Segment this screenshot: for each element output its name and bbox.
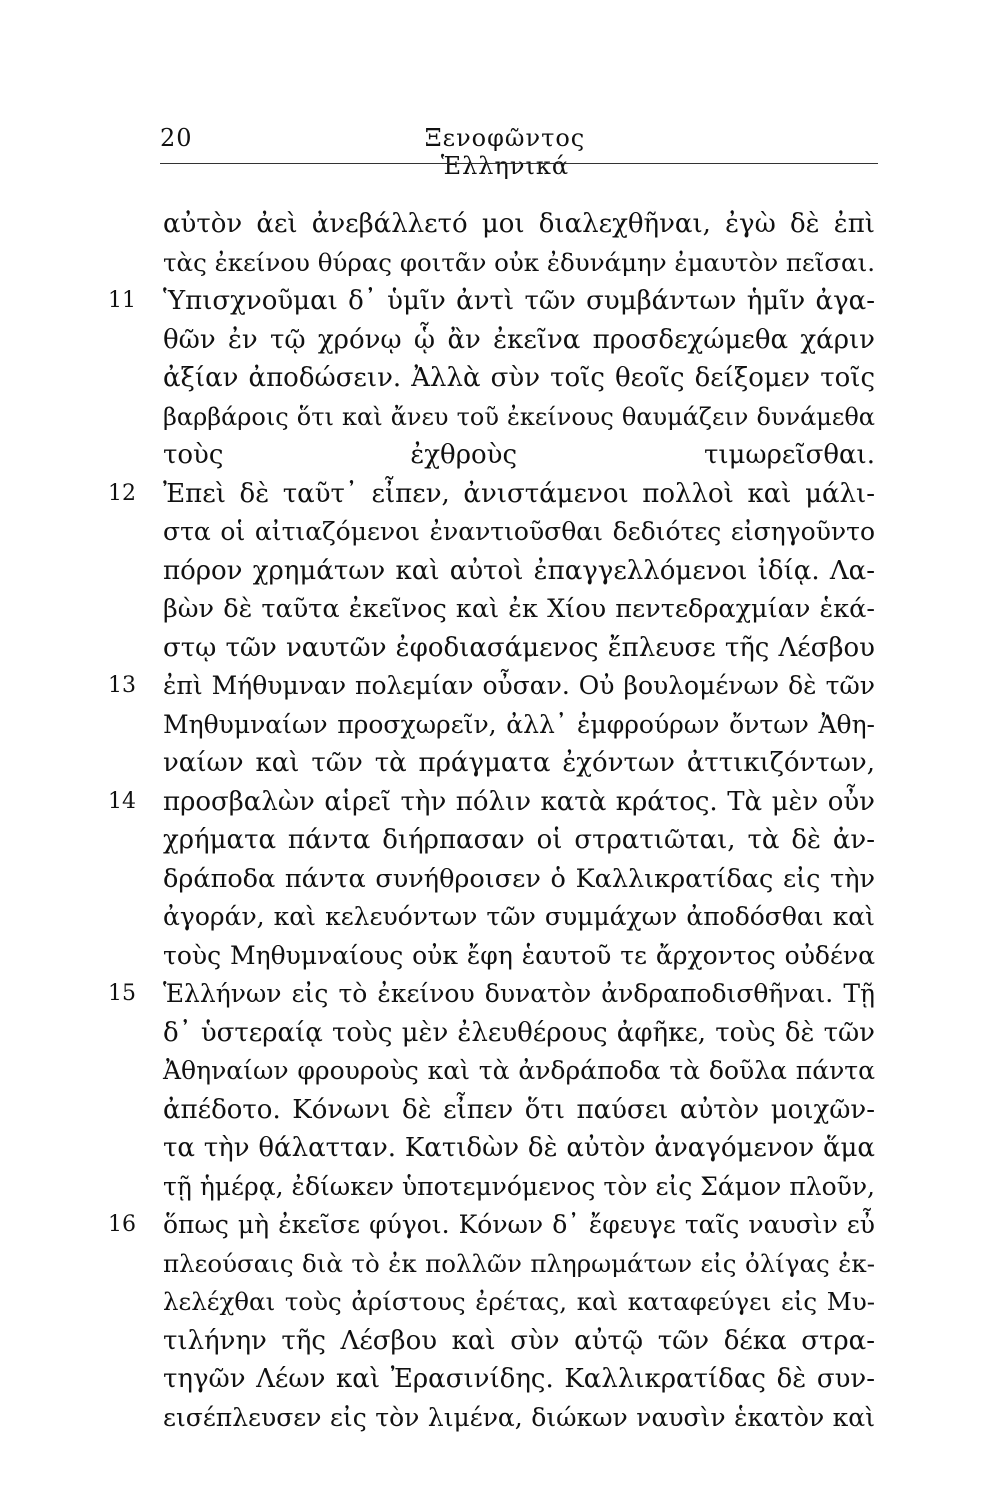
line-text: τηγῶν Λέων καὶ Ἐρασινίδης. Καλλικρατίδας δὲ συν- [163, 1364, 875, 1394]
line-text: Ἑλλήνων εἰς τὸ ἐκείνου δυνατὸν ἀνδραποδισθῆναι. Τῇ [163, 979, 875, 1008]
text-line [163, 1399, 875, 1438]
section-number: 14 [108, 788, 136, 814]
line-text: λελέχθαι τοὺς ἀρίστους ἐρέτας, καὶ καταφεύγει εἰς Μυ- [163, 1287, 875, 1316]
section-number: 13 [108, 673, 136, 698]
line-text: τα τὴν θάλατταν. Κατιδὼν δὲ αὐτὸν ἀναγόμενον ἅμα [163, 1133, 875, 1163]
line-text: αὐτὸν ἀεὶ ἀνεβάλλετό μοι διαλεχθῆναι, ἐγὼ δὲ ἐπὶ [163, 209, 875, 239]
text-line [163, 860, 875, 899]
line-text: τοὺς ἐχθροὺς τιμωρεῖσθαι. [163, 440, 875, 470]
line-text: εισέπλευσεν εἰς τὸν λιμένα, διώκων ναυσὶν ἑκατὸν καὶ [163, 1402, 875, 1432]
line-text: στῳ τῶν ναυτῶν ἐφοδιασάμενος ἔπλευσε τῆς Λέσβου [163, 632, 875, 663]
line-text: Ὑπισχνοῦμαι δ᾽ ὑμῖν ἀντὶ τῶν συμβάντων ἡμῖν ἀγα- [163, 286, 875, 316]
body-text [108, 205, 875, 1437]
line-text: πλεούσαις διὰ τὸ ἐκ πολλῶν πληρωμάτων εἰς ὀλίγας ἐκ- [163, 1248, 875, 1278]
line-text: δράποδα πάντα συνήθροισεν ὁ Καλλικρατίδας εἰς τὴν [163, 863, 875, 894]
text-line [163, 1360, 875, 1399]
text-line [163, 744, 875, 783]
line-text: ἐπὶ Μήθυμναν πολεμίαν οὖσαν. Οὐ βουλομένων δὲ τῶν [163, 671, 875, 700]
text-line [163, 706, 875, 745]
line-text: Μηθυμναίων προσχωρεῖν, ἀλλ᾽ ἐμφρούρων ὄντων Ἀθη- [163, 709, 875, 739]
line-text: θῶν ἐν τῷ χρόνῳ ᾧ ἂν ἐκεῖνα προσδεχώμεθα χάριν [163, 324, 875, 355]
header-rule [160, 163, 878, 164]
text-line [163, 1091, 875, 1130]
line-text: τιλήνην τῆς Λέσβου καὶ σὺν αὐτῷ τῶν δέκα στρα- [163, 1325, 875, 1356]
text-line [108, 783, 875, 822]
page-header [160, 124, 878, 180]
line-text: τοὺς Μηθυμναίους οὐκ ἔφη ἑαυτοῦ τε ἄρχοντος οὐδένα [163, 940, 875, 970]
line-text: ὅπως μὴ ἐκεῖσε φύγοι. Κόνων δ᾽ ἔφευγε ταῖς ναυσὶν εὖ [163, 1210, 875, 1239]
text-line [163, 321, 875, 360]
text-line [163, 552, 875, 591]
text-line [163, 1052, 875, 1091]
text-line [108, 1206, 875, 1245]
line-text: Ἐπεὶ δὲ ταῦτ᾽ εἶπεν, ἀνιστάμενοι πολλοὶ καὶ μάλι- [163, 478, 875, 509]
page-number: 20 [160, 124, 193, 152]
section-number: 11 [108, 288, 136, 313]
section-number: 16 [108, 1212, 136, 1237]
line-text: ἀγοράν, καὶ κελευόντων τῶν συμμάχων ἀποδόσθαι καὶ [163, 902, 875, 931]
text-line [163, 398, 875, 437]
text-line [108, 282, 875, 321]
text-line [163, 205, 875, 244]
line-text: ναίων καὶ τῶν τὰ πράγματα ἐχόντων ἀττικιζόντων, [163, 748, 875, 778]
line-text: τῇ ἡμέρᾳ, ἐδίωκεν ὑποτεμνόμενος τὸν εἰς Σάμον πλοῦν, [163, 1171, 875, 1201]
section-number: 15 [108, 981, 136, 1006]
line-text: προσβαλὼν αἱρεῖ τὴν πόλιν κατὰ κράτος. Τὰ μὲν οὖν [163, 786, 875, 817]
text-line [163, 898, 875, 937]
text-line [163, 513, 875, 552]
line-text: Ἀθηναίων φρουροὺς καὶ τὰ ἀνδράποδα τὰ δοῦλα πάντα [163, 1056, 875, 1085]
line-text: χρήματα πάντα διήρπασαν οἱ στρατιῶται, τὰ δὲ ἀν- [163, 825, 875, 855]
running-title: Ξενοφῶντος Ἑλληνικά [424, 124, 586, 180]
line-text: ἀπέδοτο. Κόνωνι δὲ εἶπεν ὅτι παύσει αὐτὸν μοιχῶν- [163, 1094, 875, 1125]
line-text: δ᾽ ὑστεραίᾳ τοὺς μὲν ἐλευθέρους ἀφῆκε, τοὺς δὲ τῶν [163, 1017, 875, 1048]
line-text: ἀξίαν ἀποδώσειν. Ἀλλὰ σὺν τοῖς θεοῖς δείξομεν τοῖς [163, 363, 875, 393]
text-line [163, 1129, 875, 1168]
line-text: στα οἱ αἰτιαζόμενοι ἐναντιοῦσθαι δεδιότες εἰσηγοῦντο [163, 517, 875, 546]
text-line [163, 821, 875, 860]
text-line [163, 244, 875, 283]
text-line [163, 590, 875, 629]
text-line [163, 1245, 875, 1284]
line-text: βὼν δὲ ταῦτα ἐκεῖνος καὶ ἐκ Χίου πεντεδραχμίαν ἑκά- [163, 594, 875, 624]
text-line [163, 1322, 875, 1361]
section-number: 12 [108, 480, 136, 506]
text-line [108, 475, 875, 514]
text-line [163, 1168, 875, 1207]
text-line [163, 1014, 875, 1053]
text-line [163, 1283, 875, 1322]
text-line [163, 629, 875, 668]
line-text: βαρβάροις ὅτι καὶ ἄνευ τοῦ ἐκείνους θαυμάζειν δυνάμεθα [163, 402, 875, 431]
text-line [108, 667, 875, 706]
line-text: τὰς ἐκείνου θύρας φοιτᾶν οὐκ ἐδυνάμην ἐμαυτὸν πεῖσαι. [163, 247, 875, 277]
text-line [163, 436, 875, 475]
line-text: πόρον χρημάτων καὶ αὐτοὶ ἐπαγγελλόμενοι ἰδίᾳ. Λα- [163, 555, 875, 586]
text-line [163, 937, 875, 976]
text-line [108, 975, 875, 1014]
text-line [163, 359, 875, 398]
